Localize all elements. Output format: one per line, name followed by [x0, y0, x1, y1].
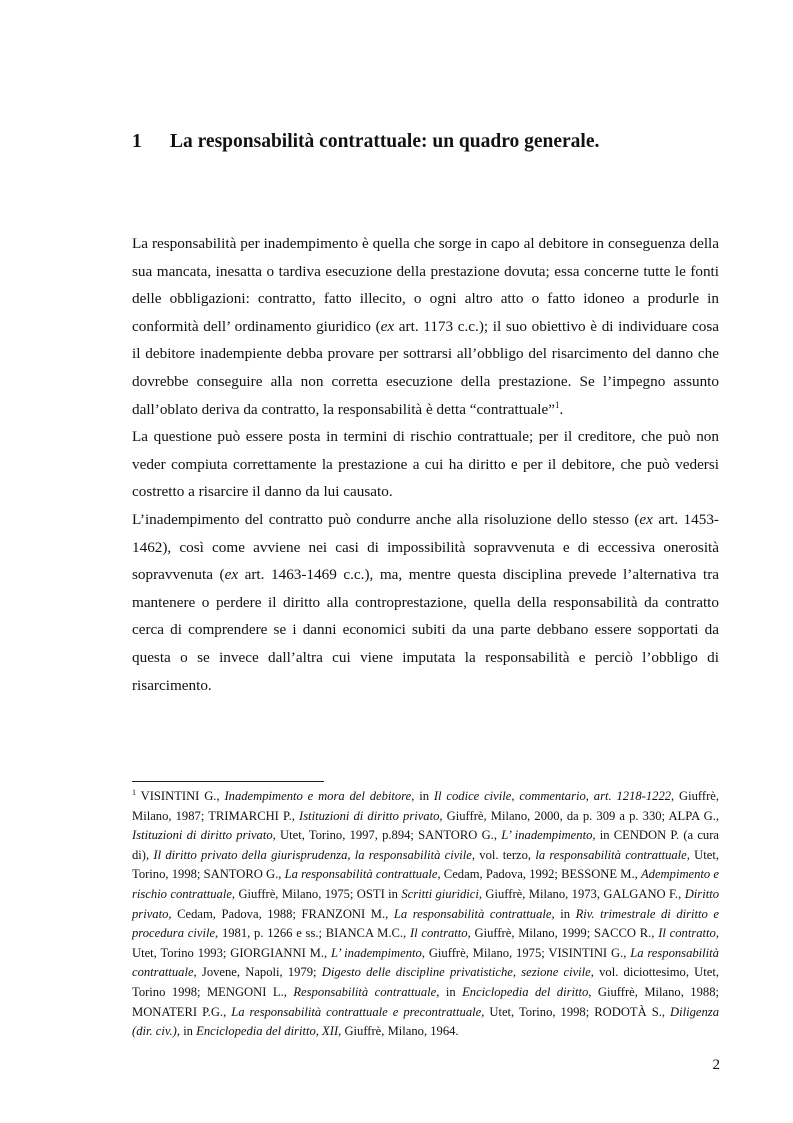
italic-text: Digesto delle discipline privatistiche, sezione civile	[321, 965, 591, 980]
paragraph	[132, 506, 719, 699]
italic-text: Il codice civile, commentario, art. 1218-1222	[433, 789, 672, 803]
text-run: , in	[176, 1024, 197, 1039]
text-run: Giuffrè, Milano, 1975; VISINTINI G.,	[424, 945, 631, 960]
italic-text: Enciclopedia del diritto	[462, 984, 589, 999]
paragraph	[132, 423, 719, 506]
text-run: Giuffrè, Milano, 1999; SACCO R.,	[470, 926, 659, 941]
footnote-reference: 1	[132, 788, 136, 797]
italic-text: ex	[380, 317, 395, 335]
italic-text: La responsabilità contrattuale e precontrattuale,	[231, 1004, 485, 1019]
italic-text: Diligenza (dir. civ.)	[132, 1004, 719, 1039]
text-run: Utet, Torino 1993; GIORGIANNI M.,	[132, 945, 331, 960]
italic-text: Il contratto,	[658, 926, 719, 941]
italic-text: la responsabilità contrattuale,	[535, 847, 690, 862]
paragraph	[132, 230, 719, 423]
italic-text: L’ inadempimento,	[331, 945, 425, 960]
text-run: Utet, Torino, 1998; SANTORO G.,	[132, 847, 719, 882]
text-run: art. 1463-1469 c.c.), ma, mentre questa disciplina prevede l’alternativa tra mantenere o perdere il diritto alla controprestazione, quella della responsabilità da contratto cerca di comprendere se i danni economici subiti da una parte debbano essere sopportati da questa o se invece dall’altra cui viene imputata la responsabilità e perciò l’obbligo di risarcimento.	[132, 566, 719, 694]
text-run: in	[554, 906, 576, 921]
text-run: in	[439, 984, 463, 999]
footnote-reference: 1	[554, 399, 560, 410]
text-run: , vol. diciottesimo, Utet, Torino 1998; MENGONI L.,	[132, 965, 719, 999]
text-run: Giuffrè, Milano, 2000, da p. 309 a p. 330; ALPA G.,	[442, 808, 720, 823]
text-run: Cedam, Padova, 1992; BESSONE M.,	[440, 867, 641, 882]
text-run: Giuffrè, Milano, 1975; OSTI in	[235, 886, 402, 901]
text-run: art. 1453-1462), così come avviene nei casi di impossibilità sopravvenuta e di eccessiva onerosità sopravvenuta (	[132, 510, 719, 584]
text-run: in	[414, 789, 434, 803]
italic-text: Il diritto privato della giurisprudenza, la responsabilità civile,	[153, 847, 476, 862]
italic-text: Istituzioni di diritto privato,	[299, 808, 443, 823]
italic-text: L’ inadempimento,	[501, 828, 596, 843]
text-run: vol. terzo,	[475, 847, 536, 862]
text-run: Utet, Torino, 1997, p.894; SANTORO G.,	[275, 828, 502, 843]
footnote-1	[132, 787, 719, 1042]
body-text	[132, 230, 719, 699]
text-run: La questione può essere posta in termini di rischio contrattuale; per il creditore, che può non veder compiuta correttamente la prestazione a cui ha diritto e per il debitore, che può vedersi costretto a risarcire il danno da lui causato.	[132, 428, 719, 501]
italic-text: Diritto privato,	[132, 886, 719, 921]
text-run: .	[559, 400, 564, 418]
text-run: , 1981, p. 1266 e ss.; BIANCA M.C.,	[215, 926, 410, 941]
text-run: in CENDON P. (a cura di),	[132, 828, 720, 862]
italic-text: Scritti giuridici	[401, 886, 479, 901]
page-number: 2	[712, 1057, 720, 1073]
text-run: , Giuffrè, Milano, 1987; TRIMARCHI P.,	[132, 789, 720, 823]
italic-text: Istituzioni di diritto privato,	[132, 828, 276, 843]
section-number: 1	[132, 131, 142, 152]
text-run: Utet, Torino, 1998; RODOTÀ S.,	[484, 1004, 671, 1019]
italic-text: La responsabilità contrattuale,	[393, 906, 555, 921]
italic-text: La responsabilità contrattuale,	[132, 945, 719, 980]
footnote-separator	[132, 781, 324, 782]
text-run: L’inadempimento del contratto può condurre anche alla risoluzione dello stesso (	[132, 510, 640, 528]
text-run: La responsabilità per inadempimento è quella che sorge in capo al debitore in conseguenza della sua mancata, inesatta o tardiva esecuzione della prestazione dovuta; essa concerne tutte le fonti delle obbligazioni: contratto, fatto illecito, o ogni altro atto o fatto idoneo a produrle in conformità dell’ ordinamento giuridico (	[132, 235, 719, 335]
text-run: Jovene, Napoli, 1979;	[196, 965, 322, 980]
italic-text: Inadempimento e mora del debitore,	[224, 789, 415, 803]
section-title: La responsabilità contrattuale: un quadro generale.	[170, 131, 600, 152]
italic-text: Riv. trimestrale di diritto e procedura civile	[132, 906, 720, 941]
italic-text: Responsabilità contrattuale,	[293, 984, 440, 999]
text-run: VISINTINI G.,	[136, 789, 225, 803]
italic-text: Adempimento e rischio contrattuale,	[132, 867, 719, 901]
text-run: art. 1173 c.c.); il suo obiettivo è di individuare cosa il debitore inadempiente debba provare per sottrarsi all’obbligo del risarcimento del danno che dovrebbe conseguire alla non corretta esecuzione della prestazione. Se l’impegno assunto dall’oblato deriva da contratto, la responsabilità è detta “contrattuale”	[132, 317, 719, 418]
text-run: , Giuffrè, Milano, 1988; MONATERI P.G.,	[132, 984, 719, 1019]
italic-text: La responsabilità contrattuale,	[284, 867, 441, 882]
text-run: , Giuffrè, Milano, 1964.	[338, 1024, 459, 1039]
italic-text: ex	[639, 510, 653, 528]
text-run: , Giuffrè, Milano, 1973, GALGANO F.,	[478, 886, 685, 901]
italic-text: Il contratto,	[409, 926, 471, 941]
italic-text: Enciclopedia del diritto, XII	[196, 1024, 339, 1039]
section-heading	[132, 131, 732, 153]
text-run: Cedam, Padova, 1988; FRANZONI M.,	[171, 906, 394, 921]
italic-text: ex	[224, 566, 239, 584]
